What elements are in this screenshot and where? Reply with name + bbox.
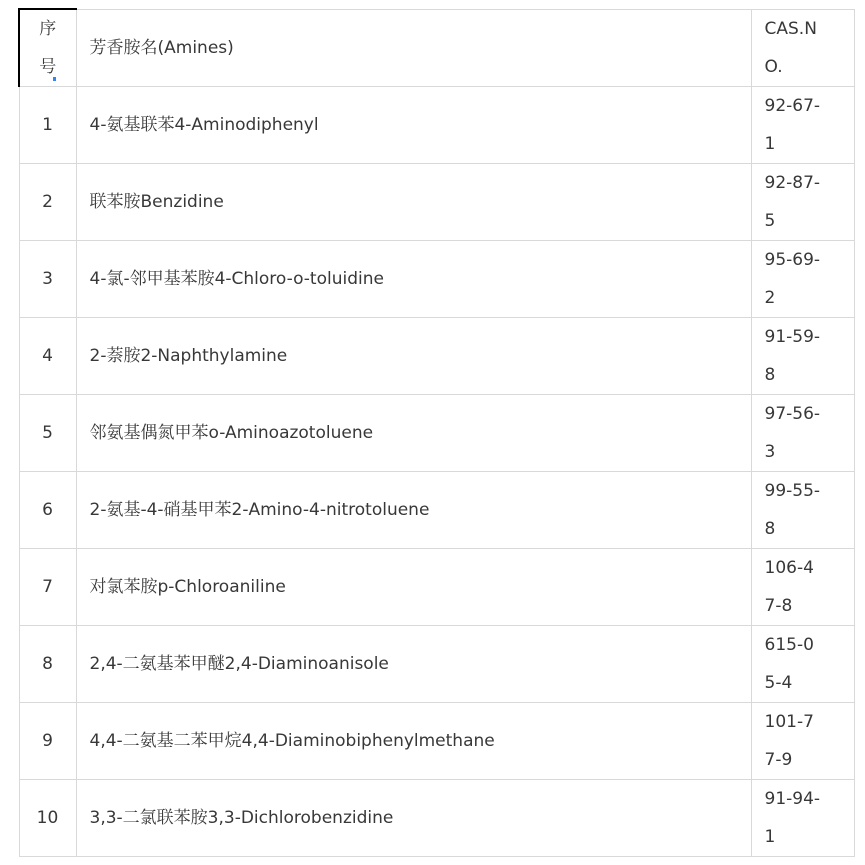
cell-no: 1 bbox=[19, 87, 76, 164]
cell-no: 8 bbox=[19, 626, 76, 703]
table-row bbox=[19, 395, 854, 472]
cell-cas bbox=[751, 780, 854, 857]
cas-value: 91-59-8 bbox=[764, 327, 821, 385]
cas-value: 91-94-1 bbox=[764, 789, 821, 847]
table-row bbox=[19, 549, 854, 626]
cell-cas bbox=[751, 241, 854, 318]
table-row bbox=[19, 318, 854, 395]
cell-no: 4 bbox=[19, 318, 76, 395]
cas-value: 101-77-9 bbox=[764, 712, 814, 770]
cell-name: 2-氨基-4-硝基甲苯2-Amino-4-nitrotoluene bbox=[76, 472, 751, 549]
cell-cas bbox=[751, 395, 854, 472]
caret-artifact bbox=[53, 77, 56, 81]
table-row bbox=[19, 241, 854, 318]
cell-name: 2,4-二氨基苯甲醚2,4-Diaminoanisole bbox=[76, 626, 751, 703]
table-row bbox=[19, 780, 854, 857]
cell-name: 4-氨基联苯4-Aminodiphenyl bbox=[76, 87, 751, 164]
table-row bbox=[19, 472, 854, 549]
cas-value: 99-55-8 bbox=[764, 481, 821, 539]
cas-value: 106-47-8 bbox=[764, 558, 814, 616]
cell-name: 联苯胺Benzidine bbox=[76, 164, 751, 241]
cell-name: 2-萘胺2-Naphthylamine bbox=[76, 318, 751, 395]
cell-cas bbox=[751, 472, 854, 549]
cell-cas bbox=[751, 318, 854, 395]
table-row bbox=[19, 164, 854, 241]
header-cell-name: 芳香胺名(Amines) bbox=[76, 9, 751, 87]
cell-no: 3 bbox=[19, 241, 76, 318]
table-header-row bbox=[19, 9, 854, 87]
header-cell-cas bbox=[751, 9, 854, 87]
cell-no: 7 bbox=[19, 549, 76, 626]
cas-value: 92-87-5 bbox=[764, 173, 821, 231]
table-row bbox=[19, 703, 854, 780]
cas-value: 92-67-1 bbox=[764, 96, 821, 154]
cell-name: 3,3-二氯联苯胺3,3-Dichlorobenzidine bbox=[76, 780, 751, 857]
table-row bbox=[19, 87, 854, 164]
cas-value: 95-69-2 bbox=[764, 250, 821, 308]
table-row bbox=[19, 626, 854, 703]
cell-cas bbox=[751, 703, 854, 780]
cell-cas bbox=[751, 626, 854, 703]
cell-no: 10 bbox=[19, 780, 76, 857]
cell-no: 9 bbox=[19, 703, 76, 780]
cell-name: 4-氯-邻甲基苯胺4-Chloro-o-toluidine bbox=[76, 241, 751, 318]
amines-table bbox=[18, 8, 855, 857]
cell-cas bbox=[751, 87, 854, 164]
cas-value: 615-05-4 bbox=[764, 635, 814, 693]
header-cas-label: CAS.NO. bbox=[764, 18, 817, 77]
cell-no: 6 bbox=[19, 472, 76, 549]
cell-no: 2 bbox=[19, 164, 76, 241]
cell-cas bbox=[751, 549, 854, 626]
cell-cas bbox=[751, 164, 854, 241]
header-cell-no: 序号 bbox=[19, 9, 76, 87]
cell-name: 对氯苯胺p-Chloroaniline bbox=[76, 549, 751, 626]
cell-no: 5 bbox=[19, 395, 76, 472]
cell-name: 邻氨基偶氮甲苯o-Aminoazotoluene bbox=[76, 395, 751, 472]
cell-name: 4,4-二氨基二苯甲烷4,4-Diaminobiphenylmethane bbox=[76, 703, 751, 780]
cas-value: 97-56-3 bbox=[764, 404, 821, 462]
